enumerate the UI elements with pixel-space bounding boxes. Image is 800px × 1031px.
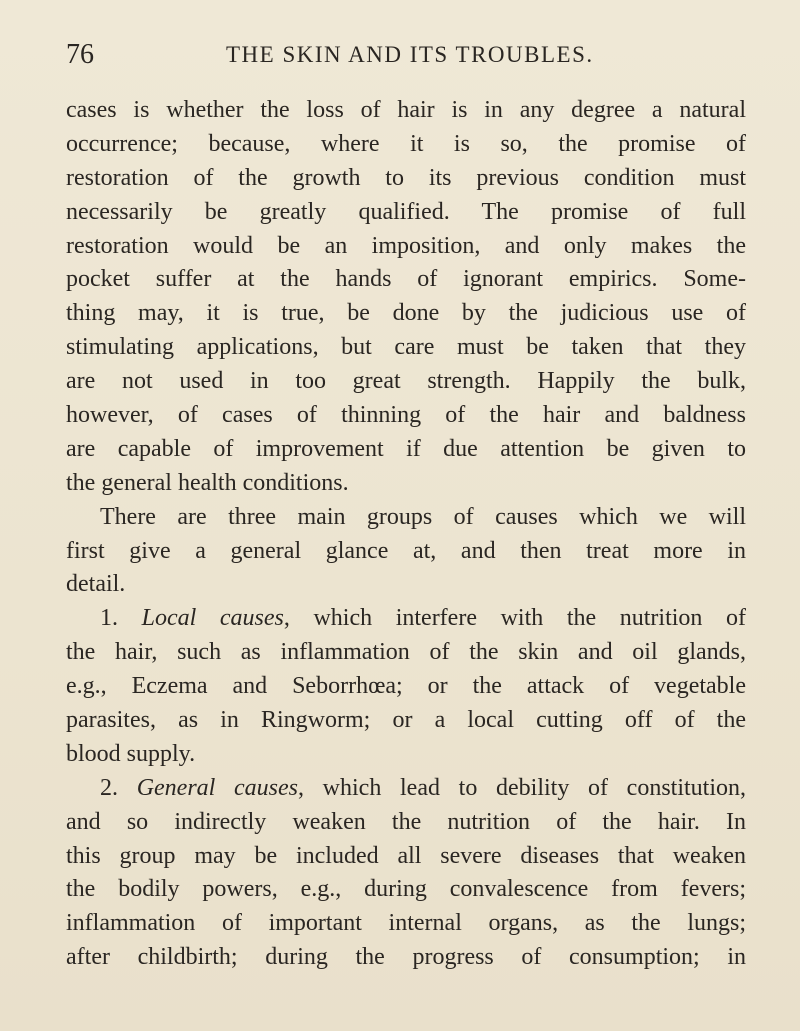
running-head xyxy=(66,38,746,72)
italic-term-general-causes: General causes xyxy=(136,774,298,801)
text-line: first give a general glance at, and then treat more in xyxy=(66,537,746,564)
page-number: 76 xyxy=(66,39,94,70)
list-item-2-line xyxy=(66,772,746,806)
text-line: and so indirectly weaken the nutrition of the hair. In xyxy=(66,808,746,835)
list-item-text: , which interfere with the nutrition of xyxy=(283,605,746,632)
text-line: thing may, it is true, be done by the judicious use of xyxy=(66,300,746,327)
running-title: THE SKIN AND ITS TROUBLES. xyxy=(226,42,594,67)
list-item-1-line xyxy=(66,602,746,636)
text-line: inflammation of important internal organs, as the lungs; xyxy=(66,910,746,937)
text-line: cases is whether the loss of hair is in any degree a natural xyxy=(66,97,746,123)
italic-term-local-causes: Local causes xyxy=(141,605,284,632)
text-line: occurrence; because, where it is so, the promise of xyxy=(66,130,746,157)
text-line: after childbirth; during the progress of consumption; in xyxy=(66,944,746,971)
paragraph-end-line: blood supply. xyxy=(66,740,196,767)
list-item-text: , which lead to debility of constitution, xyxy=(298,774,746,801)
text-line: stimulating applications, but care must be taken that they xyxy=(66,334,746,361)
list-number: 2. xyxy=(100,774,137,801)
text-line: restoration would be an imposition, and only makes the xyxy=(66,232,746,259)
text-line: restoration of the growth to its previous condition must xyxy=(66,164,746,191)
text-line: are not used in too great strength. Happily the bulk, xyxy=(66,368,746,395)
body-text xyxy=(66,94,746,975)
text-line: this group may be included all severe diseases that weaken xyxy=(66,842,746,869)
text-line: pocket suffer at the hands of ignorant empirics. Some- xyxy=(66,266,746,293)
text-line: the bodily powers, e.g., during convalescence from fevers; xyxy=(66,876,746,903)
list-number: 1. xyxy=(100,605,142,632)
text-line: the hair, such as inflammation of the skin and oil glands, xyxy=(66,639,746,666)
text-line: e.g., Eczema and Seborrhœa; or the attack of vegetable xyxy=(66,673,746,700)
text-line: however, of cases of thinning of the hair and baldness xyxy=(66,402,746,429)
text-line: necessarily be greatly qualified. The promise of full xyxy=(66,198,746,225)
text-line: parasites, as in Ringworm; or a local cutting off of the xyxy=(66,707,746,734)
text-line: There are three main groups of causes which we will xyxy=(100,503,746,530)
text-line: are capable of improvement if due attention be given to xyxy=(66,435,746,462)
paragraph-end-line: detail. xyxy=(66,571,126,598)
paragraph-end-line: the general health conditions. xyxy=(66,469,349,496)
